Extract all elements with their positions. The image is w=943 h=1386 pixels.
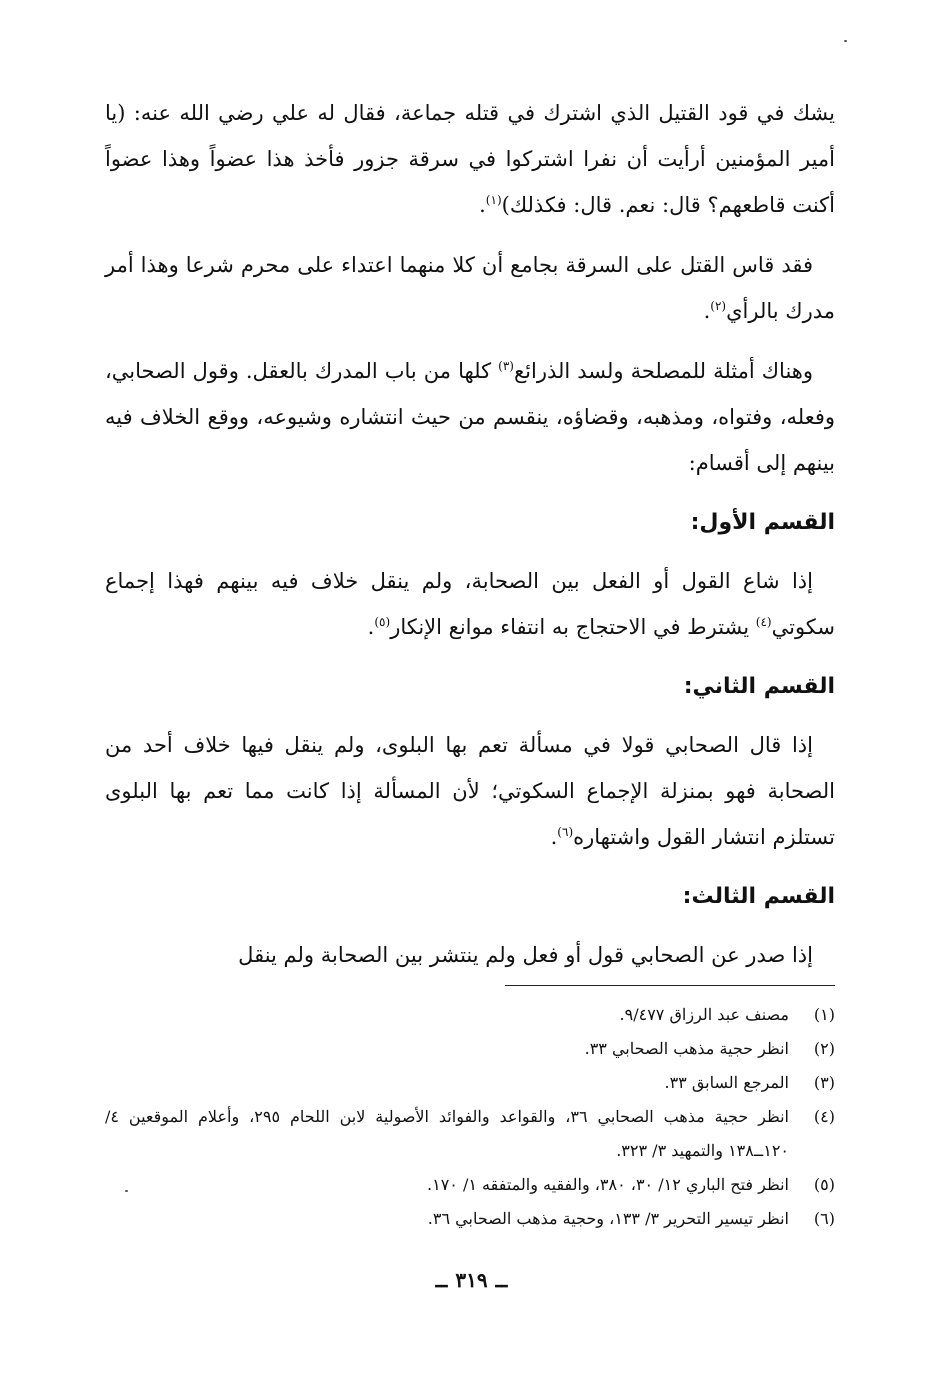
paragraph-2 <box>105 242 835 334</box>
footnote-ref-2[interactable]: (٢) <box>710 299 727 313</box>
footnote-item <box>105 1032 835 1066</box>
section-third-text <box>105 932 835 978</box>
footnote-item <box>105 1066 835 1100</box>
footnote-number: (٦) <box>813 1209 835 1228</box>
section-heading-first: القسم الأول: <box>690 510 835 535</box>
footnote-item <box>105 1100 835 1168</box>
paragraph-2-end: . <box>703 299 711 323</box>
page-number-dash: ــ <box>435 1268 448 1292</box>
paragraph-3-end: كلها من باب المدرك بالعقل. وقول الصحابي، وفعله، وفتواه، ومذهبه، وقضاؤه، ينقسم من حيث انتشاره وشيوعه، ووقع الخلاف فيه بينهم إلى أقسام: <box>105 359 835 475</box>
section-first-text-b: يشترط في الاحتجاج به انتفاء موانع الإنكار <box>390 615 756 639</box>
paragraph-1-end: . <box>479 193 486 217</box>
footnote-item <box>105 1202 835 1236</box>
footnote-number: (٤) <box>813 1107 835 1126</box>
footnote-ref-3[interactable]: (٣) <box>498 359 514 373</box>
paragraph-1-text: يشك في قود القتيل الذي اشترك في قتله جماعة، فقال له علي رضي الله عنه: (يا أمير المؤمنين أرأيت أن نفرا اشتركوا في سرقة جزور فأخذ هذا عضواً وهذا عضواً أكنت قاطعهم؟ قال: نعم. قال: فكذلك) <box>105 101 835 217</box>
section-heading-second: القسم الثاني: <box>683 674 835 699</box>
footnote-number: (١) <box>813 1005 835 1024</box>
paragraph-2-text: فقد قاس القتل على السرقة بجامع أن كلا منهما اعتداء على محرم شرعا وهذا أمر مدرك بالرأي <box>105 253 835 323</box>
paragraph-3 <box>105 348 835 486</box>
footnote-item <box>105 998 835 1032</box>
section-second-text <box>105 722 835 860</box>
section-first-text-c: . <box>367 615 375 639</box>
footnote-number: (٣) <box>813 1073 835 1092</box>
footnote-text: انظر حجية مذهب الصحابي ٣٣. <box>584 1039 789 1058</box>
footnote-item <box>105 1168 835 1202</box>
section-second-text-b: . <box>550 825 558 849</box>
footnote-text: مصنف عبد الرزاق ٩/٤٧٧. <box>619 1005 789 1024</box>
section-first-text <box>105 558 835 650</box>
main-text <box>105 90 835 992</box>
scan-speck <box>844 40 847 42</box>
footnote-text: انظر فتح الباري ١٢/ ٣٠، ٣٨٠، والفقيه والمتفقه ١/ ١٧٠. <box>427 1175 789 1194</box>
footnote-ref-5[interactable]: (٥) <box>374 615 391 629</box>
footnote-ref-6[interactable]: (٦) <box>557 825 574 839</box>
footnote-number: (٥) <box>813 1175 835 1194</box>
footnotes <box>105 998 835 1236</box>
paragraph-1 <box>105 90 835 228</box>
scan-speck <box>125 1190 128 1192</box>
footnote-text: المرجع السابق ٣٣. <box>664 1073 789 1092</box>
section-heading-third: القسم الثالث: <box>682 884 835 909</box>
section-second-text-a: إذا قال الصحابي قولا في مسألة تعم بها البلوى، ولم ينقل فيها خلاف أحد من الصحابة فهو بمنزلة الإجماع السكوتي؛ لأن المسألة إذا كانت مما تعم بها البلوى تستلزم انتشار القول واشتهاره <box>105 733 835 849</box>
page-number-dash: ــ <box>495 1268 508 1292</box>
page-number-value: ٣١٩ <box>455 1268 488 1292</box>
footnote-ref-4[interactable]: (٤) <box>755 615 772 629</box>
paragraph-3-text: وهناك أمثلة للمصلحة ولسد الذرائع <box>513 359 814 383</box>
footnote-number: (٢) <box>813 1039 835 1058</box>
footnote-separator <box>505 985 835 986</box>
footnote-ref-1[interactable]: (١) <box>485 193 502 207</box>
section-first-text-a: إذا شاع القول أو الفعل بين الصحابة، ولم ينقل خلاف فيه بينهم فهذا إجماع سكوتي <box>105 569 835 639</box>
footnote-text: انظر تيسير التحرير ٣/ ١٣٣، وحجية مذهب الصحابي ٣٦. <box>427 1209 789 1228</box>
page-number <box>0 1268 943 1292</box>
section-third-text-a: إذا صدر عن الصحابي قول أو فعل ولم ينتشر بين الصحابة ولم ينقل <box>238 943 813 967</box>
footnote-text: انظر حجية مذهب الصحابي ٣٦، والقواعد والفوائد الأصولية لابن اللحام ٢٩٥، وأعلام الموقعين ٤/ ١٢٠ــ١٣٨ والتمهيد ٣/ ٣٢٣. <box>105 1107 790 1160</box>
